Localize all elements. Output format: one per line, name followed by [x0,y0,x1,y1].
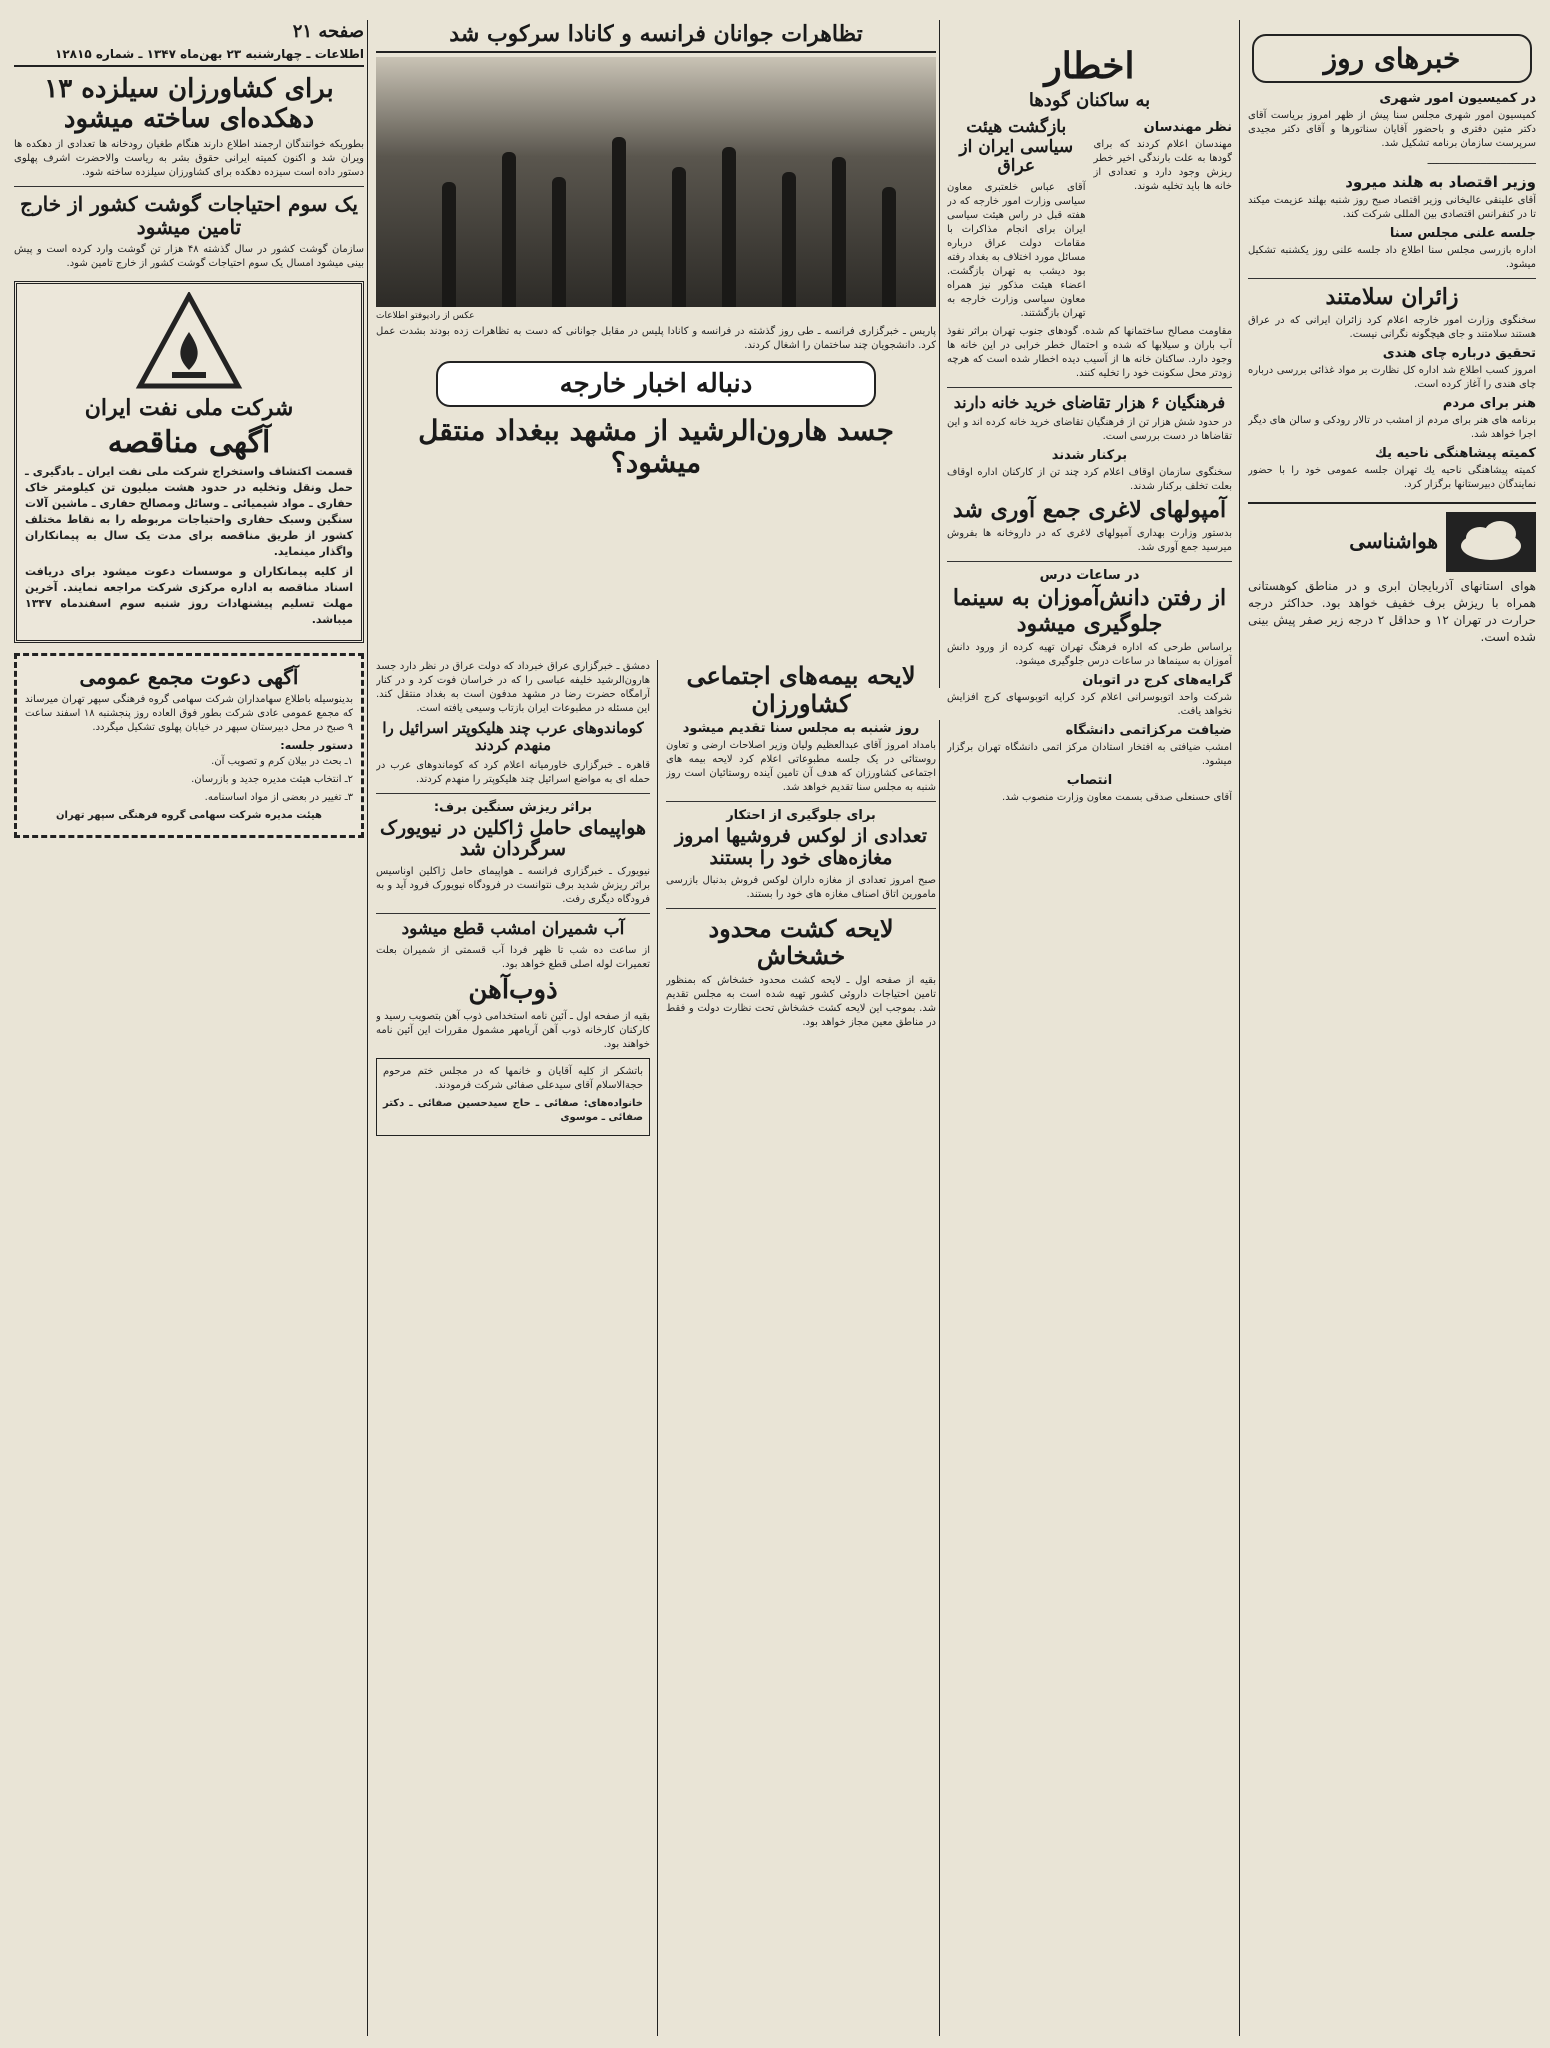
iraq-headline: بازگشت هیئت سیاسی ایران از عراق [959,117,1074,177]
news-item-heading: هنر برای مردم [1442,396,1536,412]
news-column [1248,20,1536,2036]
news-item [1248,396,1536,442]
insurance-kicker: روز شنبه به مجلس سنا تقدیم میشود [682,721,920,737]
oil-tender-body-2: از کلیه پیمانکاران و موسسات دعوت میشود برای دریافت اسناد مناقصه به اداره مرکزی شرکت مراجعه نمایند. آخرین مهلت تسلیم پیشنهادات روز شنبه سوم اسفندماه ۱۳۴۷ میباشد. [25,565,353,627]
agenda-item: ۲ـ انتخاب هیئت مدیره جدید و بازرسان. [191,774,353,786]
commando-headline: کوماندوهای عرب چند هلیکوپتر اسرائیل را منهدم کردند [382,719,644,755]
iraq-body: آقای عباس خلعتبری معاون سیاسی وزارت امور خارجه که در هفته قبل در راس هیئت سیاسی ایران برای انجام مذاکرات با مقامات دولت عراق درباره مسائل مورد اختلاف به بغداد رفته بود دیشب به تهران بازگشت. اعضاء هیئت مذکور نیز همراه معاون سیاسی وزارت خارجه به تهران بازگشتند. [947,181,1086,319]
meeting-ad-body: بدینوسیله باطلاع سهامداران شرکت سهامی گروه فرهنگی سپهر تهران میرساند که مجمع عمومی عادی شرکت بطور فوق العاده روز پنجشنبه ۱۸ اسفند ساعت ۹ صبح در محل دبیرستان سپهر در خیابان پهلوی تشکیل میگردد. [25,694,353,734]
warning-title: اخطار [1044,45,1135,87]
meeting-ad-signature: هیئت مدیره شرکت سهامی گروه فرهنگی سپهر تهران [55,810,322,822]
karaj-body: شرکت واحد اتوبوسرانی اعلام کرد کرایه اتوبوسهای کرج افزایش نخواهد یافت. [947,692,1232,717]
foreign-news-story [376,660,650,2036]
news-item-heading: زائران سلامتند [1325,284,1459,310]
left-column [14,20,364,2036]
weather-cloud-icon [1446,512,1536,572]
housing-body: در حدود شش هزار تن از فرهنگیان تقاضای خرید خانه کرده اند و این تقاضاها در دست بررسی است. [947,417,1232,443]
foreign-banner: دنباله اخبار خارجه [436,361,876,407]
news-item-body: سخنگوی وزارت امور خارجه اعلام کرد زائران ایرانی که در عراق هستند سلامتند و جای هیچگونه نگرانی نیست. [1248,315,1536,341]
atomic-headline: ضیافت مرکزاتمی دانشگاه [1065,723,1232,738]
weather-title-box [1248,512,1536,572]
poppy-headline: لایحه کشت محدود خشخاش [708,913,894,971]
news-item [1248,346,1536,392]
news-item-body: برنامه های هنر برای مردم از امشب در تالار رودکی و سالن های دیگر اجرا خواهد شد. [1248,415,1536,441]
cinema-body: براساس طرحی که اداره فرهنگ تهران تهیه کرده از ورود دانش آموزان به سینماها در ساعات درس جلوگیری میشود. [947,642,1232,667]
oil-tender-ad [14,281,364,643]
atomic-body: امشب ضیافتی به افتخار استادان مرکز اتمی دانشگاه تهران برگزار میشود. [947,742,1232,767]
weather-body: هوای استانهای آذربایجان ابری و در مناطق کوهستانی همراه با ریزش برف خفیف خواهد بود. حداکثر درجه حرارت در تهران ۱۲ و حداقل ۲ درجه زیر صفر پیش بینی شده است. [1248,579,1536,645]
poppy-body: بقیه از صفحه اول ـ لایحه کشت محدود خشخاش که بمنظور تامین احتیاجات داروئی کشور تهیه شده است به مجلس تقدیم شد. بموجب این لایحه کشت خشخاش تحت نظارت دولت و فقط در مناطق معین مجاز خواهد بود. [666,975,936,1029]
insurance-headline: لایحه بیمه‌های اجتماعی کشاورزان [686,661,916,718]
oil-tender-title: آگهی مناقصه [107,424,271,460]
appointment-body: آقای حسنعلی صدقی بسمت معاون وزارت منصوب شد. [1002,792,1232,803]
ampoule-body: بدستور وزارت بهداری آمپولهای لاغری که در داروخانه ها بفروش میرسید جمع آوری شد. [947,528,1232,554]
appointment-headline: انتصاب [1066,773,1113,788]
france-canada-story [376,20,936,600]
cinema-kicker: در ساعات درس [1039,568,1140,584]
iron-headline: ذوب‌آهن [468,974,558,1005]
news-item [1248,173,1536,222]
haroun-body: دمشق ـ خبرگزاری عراق خبرداد که دولت عراق در نظر دارد جسد هارون‌الرشید خلیفه عباسی را که در خراسان فوت کرد و در کنار آرامگاه حضرت رضا در مشهد مدفون است به بغداد منتقل کند. این مسئله در مطبوعات ایران بازتاب وسیعی یافته است. [376,661,650,714]
news-item-heading: در کمیسیون امور شهری [1379,91,1536,106]
news-item-heading: کمیته پیشاهنگی ناحیه یك [1375,446,1536,462]
news-item-body: اداره بازرسی مجلس سنا اطلاع داد جلسه علنی روز یکشنبه تشکیل میشود. [1248,245,1536,270]
haroun-headline: جسد هارون‌الرشید از مشهد ببغداد منتقل میشود؟ [418,414,894,480]
dismissed-headline: برکنار شدند [1051,448,1128,464]
flood-villages-body: بطوریکه خوانندگان ارجمند اطلاع دارند هنگام طغیان رودخانه ها تعدادی از دهکده ها ویران شد و اکنون کمیته ایرانی حقوق بشر به ریاست والاحضرت اشرف پهلوی دستور داده است سیزده دهکده برای کشاورزان سیلزده ساخته شود. [14,139,364,179]
commando-body: قاهره ـ خبرگزاری خاورمیانه اعلام کرد که کوماندوهای عرب در حمله ای به مواضع اسرائیل چند هلیکوپتر را منهدم کردند. [376,759,650,785]
news-box-title: خبرهای روز [1252,34,1532,83]
agenda-item: ۱ـ بحث در بیلان کرم و تصویب آن. [211,756,353,768]
oil-tender-body: قسمت اکتشاف واستخراج شرکت ملی نفت ایران ـ بادگیری ـ حمل ونقل وتخلیه در حدود هشت میلیون تن کیلومتر خاک حفاری ـ مواد شیمیائی ـ وسائل ومصالح حفاری ـ ماشین آلات سنگین وسبک حفاری واحتیاجات مربوطه را به نقاط مختلف کشور از طریق مناقصه برای مدت یک سال به پیمانکاران واگذار مینماید. [25,465,353,559]
issue-line: اطلاعات ـ چهارشنبه ۲۳ بهن‌ماه ۱۳۴۷ ـ شماره ۱۲۸۱۵ [55,46,364,61]
hoarding-body: صبح امروز تعدادی از مغازه داران لوکس فروش بدنبال بازرسی مامورین اتاق اصناف مغازه های خود را بستند. [666,874,936,900]
protest-photo [376,57,936,307]
snow-headline: هواپیمای حامل ژاکلین در نیویورک سرگردان شد [379,816,647,861]
dismissed-body: سخنگوی سازمان اوقاف اعلام کرد چند تن از کارکنان اداره اوقاف بعلت تخلف برکنار شدند. [947,467,1232,493]
news-item-heading: وزیر اقتصاد به هلند میرود [1345,173,1536,191]
obituary-family: خانواده‌های: صفائی ـ حاج سیدحسین صفائی ـ دکتر صفائی ـ موسوی [383,1097,643,1123]
cinema-headline: از رفتن دانش‌آموزان به سینما جلوگیری میشود [952,585,1227,637]
news-item-body: کمیته پیشاهنگی ناحیه یك تهران جلسه عمومی خود را با حضور نمایندگان دبیرستانها برگزار کرد. [1248,465,1536,491]
flood-villages-headline: برای کشاورزان سیلزده ۱۳ دهکده‌ای ساخته میشود [44,73,334,134]
news-item [1248,285,1536,342]
karaj-headline: گرایه‌های کرج در اتوبان [1082,673,1232,688]
photo-caption: عکس از رادیوفتو اطلاعات [376,311,475,322]
snow-kicker: براثر ریزش سنگین برف: [433,799,593,815]
shemiran-body: از ساعت ده شب تا ظهر فردا آب قسمتی از شمیران بعلت تعمیرات لوله اصلی قطع خواهد بود. [376,944,650,970]
agenda-item: ۳ـ تغییر در بعضی از مواد اساسنامه. [204,792,353,804]
news-item-body: آقای علینقی عالیخانی وزیر اقتصاد صبح روز شنبه بهلند عزیمت میکند تا در کنفرانس اقتصادی بین المللی شرکت کند. [1248,195,1536,220]
meat-headline: یک سوم احتیاجات گوشت کشور از خارج تامین میشود [20,192,358,240]
column-2 [947,20,1232,2036]
weather-section [1248,502,1536,646]
obituary-body: باتشکر از کلیه آقایان و خانمها که در مجلس ختم مرحوم حجةالاسلام آقای سیدعلی صفائی شرکت فرمودند. [383,1065,643,1091]
meat-body: سازمان گوشت کشور در سال گذشته ۴۸ هزار تن گوشت وارد کرده است و پیش بینی میشود امسال یک سوم احتیاجات گوشت کشور از خارج تامین شود. [14,244,364,270]
oil-company-logo-icon [134,292,244,392]
insurance-body: بامداد امروز آقای عبدالعظیم ولیان وزیر اصلاحات ارضی و تعاون روستائی در یک جلسه مطبوعاتی اعلام کرد لایحه بیمه های اجتماعی کشاورزان که هدف آن تامین آینده روستائیان است روز شنبه به مجلس سنا تقدیم خواهد شد. [666,740,936,794]
meeting-ad [14,653,364,838]
masthead [14,22,364,67]
news-item: در کمیسیون امور شهری کمیسیون امور شهری مجلس سنا پیش از ظهر امروز بریاست آقای دکتر متین دفتری و باحضور آقایان سناتورها و آقای دکتر مجیدی سرپرست سازمان برنامه تشکیل شد. ـــــــــــــــــــــــــــــــــــــ [1248,91,1536,167]
warning-subtitle: به ساکنان گودها [1028,90,1151,112]
meeting-agenda-title: دستور جلسه: [280,739,353,753]
page-number: صفحه ۲۱ [292,21,364,42]
oil-company-name: شرکت ملی نفت ایران [84,395,294,422]
snow-body: نیویورک ـ خبرگزاری فرانسه ـ هواپیمای حامل ژاکلین اوناسیس براثر ریزش شدید برف نتوانست در فرودگاه نیویورک فرود آید و به فرودگاه دیگری رفت. [376,866,650,906]
france-canada-headline: تظاهرات جوانان فرانسه و کانادا سرکوب شد [376,22,936,53]
warning-side-body: مهندسان اعلام کردند که برای گودها به علت بارندگی اخیر خطر ریزش وجود دارد و تعدادی از خانه ها باید تخلیه شوند. [1093,139,1232,193]
hoarding-headline: تعدادی از لوکس فروشیها امروز مغازه‌های خود را بستند [674,825,928,870]
iron-body: بقیه از صفحه اول ـ آئین نامه استخدامی ذوب آهن بتصویب رسید و کارکنان کارخانه ذوب آهن آریامهر مشمول مقررات این آئین نامه خواهند بود. [376,1010,650,1050]
insurance-story [666,660,936,2036]
news-item-heading: تحقیق درباره چای هندی [1382,346,1536,362]
warning-body: مقاومت مصالح ساختمانها کم شده. گودهای جنوب تهران براثر نفوذ آب باران و سیلابها که شده و احتمال خطر خرابی در این خانه ها وجود دارد. ساکنان خانه ها از آسیب دیده اخطار شده است که هرچه زودتر محل سکونت خود را تخلیه کنند. [947,325,1232,379]
news-item-heading: جلسه علنی مجلس سنا [1389,226,1536,241]
news-item [1248,446,1536,492]
shemiran-headline: آب شمیران امشب قطع میشود [401,919,625,940]
news-item-body: کمیسیون امور شهری مجلس سنا پیش از ظهر امروز بریاست آقای دکتر متین دفتری و باحضور آقایان سناتورها و آقای دکتر مجیدی سرپرست سازمان برنامه تشکیل شد. [1248,110,1536,149]
warning-side-heading: نظر مهندسان [1143,120,1232,136]
news-item-body: امروز کسب اطلاع شد اداره کل نظارت بر مواد غذائی بررسی درباره چای هندی را آغاز کرده است. [1248,365,1536,391]
meeting-ad-title: آگهی دعوت مجمع عمومی [79,665,299,690]
obituary-box [376,1058,650,1136]
ampoule-headline: آمپولهای لاغری جمع آوری شد [952,497,1227,524]
news-item [1248,226,1536,272]
weather-title: هواشناسی [1349,528,1438,553]
hoarding-kicker: برای جلوگیری از احتکار [726,808,876,824]
housing-headline: فرهنگیان ۶ هزار تقاضای خرید خانه دارند [953,392,1226,412]
france-canada-body: پاریس ـ خبرگزاری فرانسه ـ طی روز گذشته در فرانسه و کانادا پلیس در مقابل جوانانی که دست به تظاهرات زده بودند بشدت عمل کرد. دانشجویان چند ساختمان را اشغال کردند. [376,326,936,352]
